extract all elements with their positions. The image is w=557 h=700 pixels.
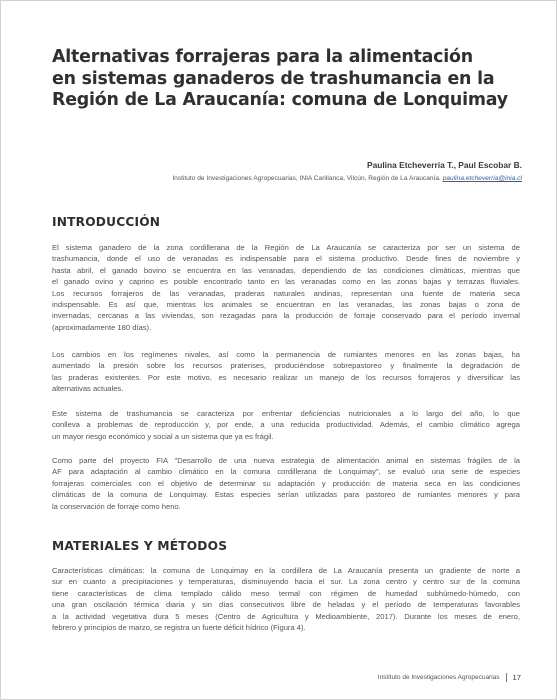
- footer-institute: Instituto de Investigaciones Agropecuarias: [377, 674, 500, 681]
- section-heading-introduccion: INTRODUCCIÓN: [52, 215, 161, 229]
- title-line: en sistemas ganaderos de trashumancia en la: [52, 68, 495, 89]
- paragraph-line: invernadas, cercanas a las viviendas, son rezagadas para la producción de forraje conservado para el período invernal: [52, 311, 520, 321]
- paragraph-line: Este sistema de trashumancia se caracteriza por enfrentar deficiencias nutricionales a lo largo del año, lo que: [52, 409, 520, 418]
- paragraph-line: el ganado ovino y caprino es posible encontrarlo tanto en las veranadas como en las zonas bajas y terrazas fluviales.: [52, 277, 520, 287]
- page-footer: [378, 673, 521, 682]
- paragraph-intro-4: [52, 455, 520, 512]
- paragraph-line: una gran oscilación térmica diaria y sin días consecutivos libre de heladas y el período de temperaturas favorables: [52, 600, 520, 610]
- paragraph-line: la conservación de forraje como heno.: [52, 501, 181, 511]
- affiliation: [172, 175, 522, 182]
- title-line: Alternativas forrajeras para la alimentación: [52, 47, 473, 67]
- paragraph-line: trashumancia, donde el uso de veranadas es indispensable para el sistema productivo. Desde fines de noviembre y: [52, 254, 520, 264]
- paragraph-line: aumentado la presión sobre los recursos pratenses, produciéndose sobrepastoreo y finalmente la degradación de: [52, 361, 520, 371]
- paragraph-methods-1: [52, 565, 520, 633]
- paragraph-line: conlleva a problemas de reproducción y, por ende, a una reducida productividad. Además, el cambio climático agrega: [52, 420, 520, 430]
- footer-divider: [506, 673, 507, 682]
- paragraph-line: indispensable. Es así que, mientras los animales se encuentran en las veranadas, las zonas bajas o zona de: [52, 300, 520, 310]
- paragraph-line: alternativas actuales.: [52, 384, 124, 394]
- paragraph-line: forrajeras comerciales con el objetivo de determinar su adaptación y producción de materia seca en las condiciones: [52, 478, 520, 488]
- title-line: Región de La Araucanía: comuna de Lonquimay: [52, 90, 508, 110]
- paragraph-intro-3: [52, 408, 520, 442]
- paragraph-line: hasta abril, el ganado bovino se encuentra en las veranadas, dependiendo de las condiciones climáticas, mientras que: [52, 265, 520, 275]
- paragraph-line: a la actividad vegetativa dura 5 meses (Centro de Agricultura y Medioambiente, 2017). Durante los meses de enero,: [52, 611, 520, 621]
- paragraph-line: febrero y principios de marzo, se registra un fuerte déficit hídrico (Figura 4).: [52, 623, 306, 633]
- section-heading-materiales-y-metodos: MATERIALES Y MÉTODOS: [52, 539, 228, 553]
- paragraph-line: Los cambios en los regímenes nivales, así como la permanencia de rumiantes menores en las zonas bajas, ha: [52, 350, 520, 359]
- authors: Paulina Etcheverría T., Paul Escobar B.: [367, 160, 522, 170]
- paragraph-line: un mayor riesgo económico y social a un sistema que ya es frágil.: [52, 431, 274, 441]
- article-title: [52, 47, 522, 112]
- paragraph-line: las praderas existentes. Por este motivo, es necesario realizar un manejo de los recursos forrajeros y diversificar las: [52, 372, 520, 382]
- affiliation-text: Instituto de Investigaciones Agropecuarias, INIA Carillanca, Vilcún, Región de La Araucanía.: [172, 175, 441, 182]
- author-email-link[interactable]: paulina.etcheverria@inia.cl: [442, 175, 522, 182]
- paragraph-line: Los recursos forrajeros de las veranadas, praderas naturales andinas, representan una fuente de materia seca: [52, 288, 520, 298]
- paragraph-intro-2: [52, 349, 520, 395]
- paragraph-line: El sistema ganadero de la zona cordillerana de la Región de La Araucanía se caracteriza por ser un sistema de: [52, 243, 520, 252]
- paragraph-line: sur en cuanto a precipitaciones y temperaturas, disminuyendo hacia el sur. La zona centro y centro sur de la comuna: [52, 577, 520, 587]
- paragraph-line: (aproximadamente 180 días).: [52, 322, 152, 332]
- paragraph-intro-1: [52, 242, 520, 333]
- paragraph-line: climáticas de la comuna de Lonquimay. Estas especies serían utilizadas para pastoreo de rumiantes menores y para: [52, 490, 520, 500]
- page-number: 17: [512, 673, 521, 682]
- paragraph-line: Características climáticas: la comuna de Lonquimay en la cordillera de La Araucanía presenta un gradiente de norte a: [52, 566, 520, 575]
- paragraph-line: tiene características de clima templado cálido meso termal con régimen de humedad subhúmedo-húmedo, con: [52, 588, 520, 598]
- paragraph-line: Como parte del proyecto FIA "Desarrollo de una nueva estrategia de alimentación animal en sistemas frágiles de la: [52, 456, 520, 465]
- paragraph-line: AF para adaptación al cambio climático en la comuna cordillerana de Lonquimay", se evaluó una serie de especies: [52, 467, 520, 477]
